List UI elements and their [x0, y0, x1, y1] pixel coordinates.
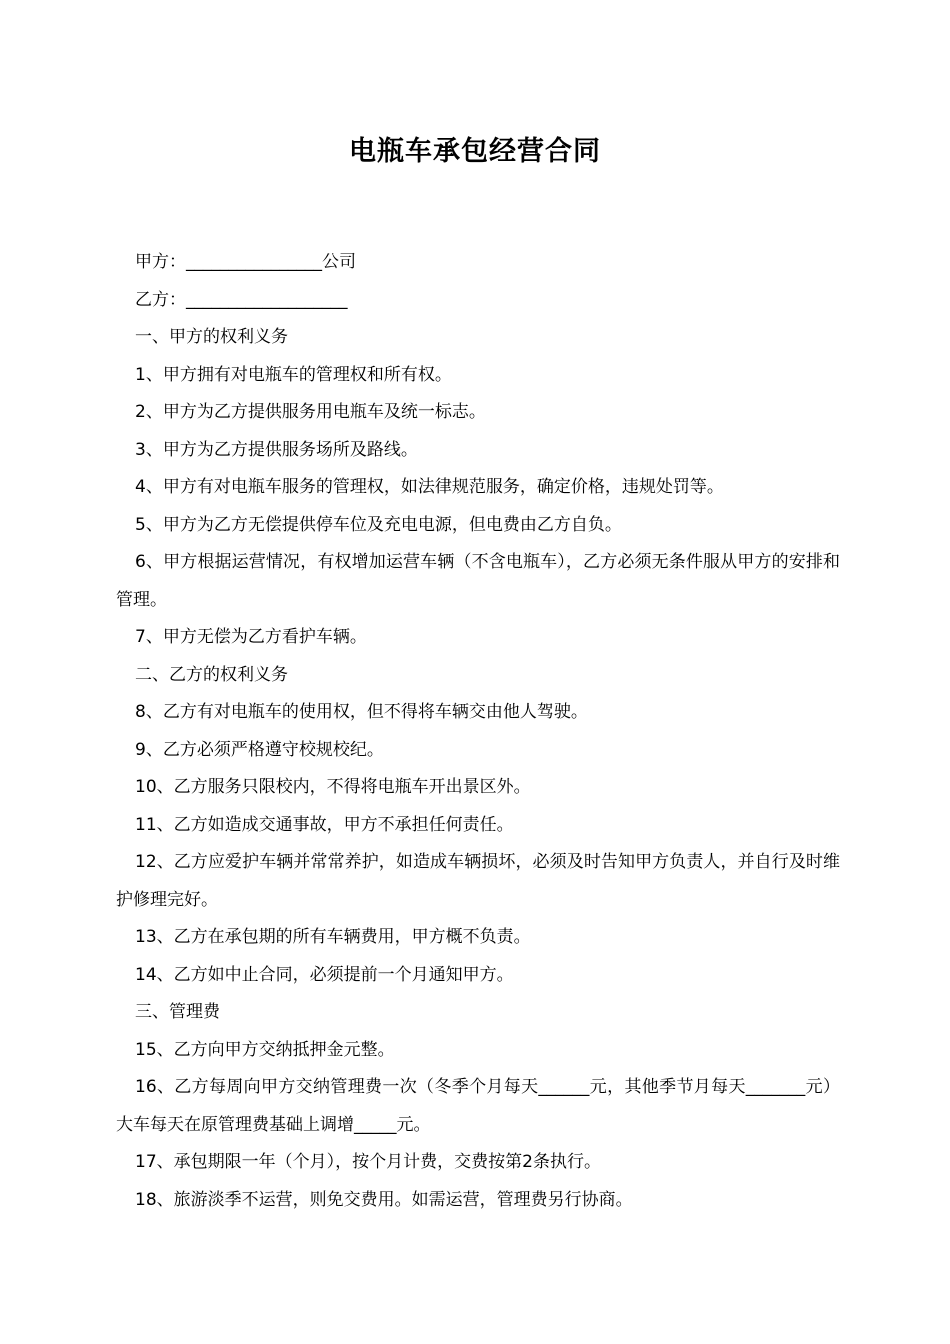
- section-heading-party-a: 一、甲方的权利义务: [135, 327, 288, 347]
- clause-5: 5、甲方为乙方无偿提供停车位及充电电源，但电费由乙方自负。: [135, 514, 622, 535]
- section-heading-management-fee: 三、管理费: [135, 1002, 220, 1022]
- clause-13: 13、乙方在承包期的所有车辆费用，甲方概不负责。: [135, 927, 531, 947]
- section-heading-party-b: 二、乙方的权利义务: [135, 664, 288, 685]
- clause-3: 3、甲方为乙方提供服务场所及路线。: [135, 439, 418, 460]
- clause-11: 11、乙方如造成交通事故，甲方不承担任何责任。: [135, 814, 514, 835]
- clause-16: 16、乙方每周向甲方交纳管理费一次（冬季个月每天______元，其他季节月每天_______元）大车每天在原管理费基础上调增_____元。: [116, 1077, 840, 1135]
- clause-7: 7、甲方无偿为乙方看护车辆。: [135, 627, 367, 647]
- clause-10: 10、乙方服务只限校内，不得将电瓶车开出景区外。: [135, 777, 531, 797]
- clause-14: 14、乙方如中止合同，必须提前一个月通知甲方。: [135, 964, 514, 985]
- clause-12: 12、乙方应爱护车辆并常常养护，如造成车辆损坏，必须及时告知甲方负责人，并自行及时维护修理完好。: [116, 852, 840, 910]
- document-body: [116, 244, 840, 1219]
- party-b-line: 乙方：___________________: [135, 289, 348, 310]
- clause-9: 9、乙方必须严格遵守校规校纪。: [135, 739, 384, 760]
- clause-4: 4、甲方有对电瓶车服务的管理权，如法律规范服务，确定价格，违规处罚等。: [135, 477, 724, 497]
- document-title: 电瓶车承包经营合同: [349, 136, 601, 167]
- party-a-line: 甲方：________________公司: [135, 252, 356, 272]
- clause-6: 6、甲方根据运营情况，有权增加运营车辆（不含电瓶车），乙方必须无条件服从甲方的安排和管理。: [116, 552, 840, 610]
- clause-18: 18、旅游淡季不运营，则免交费用。如需运营，管理费另行协商。: [135, 1189, 633, 1210]
- clause-17: 17、承包期限一年（个月），按个月计费，交费按第2条执行。: [135, 1152, 601, 1172]
- clause-1: 1、甲方拥有对电瓶车的管理权和所有权。: [135, 364, 452, 385]
- clause-15: 15、乙方向甲方交纳抵押金元整。: [135, 1039, 395, 1060]
- clause-8: 8、乙方有对电瓶车的使用权，但不得将车辆交由他人驾驶。: [135, 702, 588, 722]
- clause-2: 2、甲方为乙方提供服务用电瓶车及统一标志。: [135, 402, 486, 422]
